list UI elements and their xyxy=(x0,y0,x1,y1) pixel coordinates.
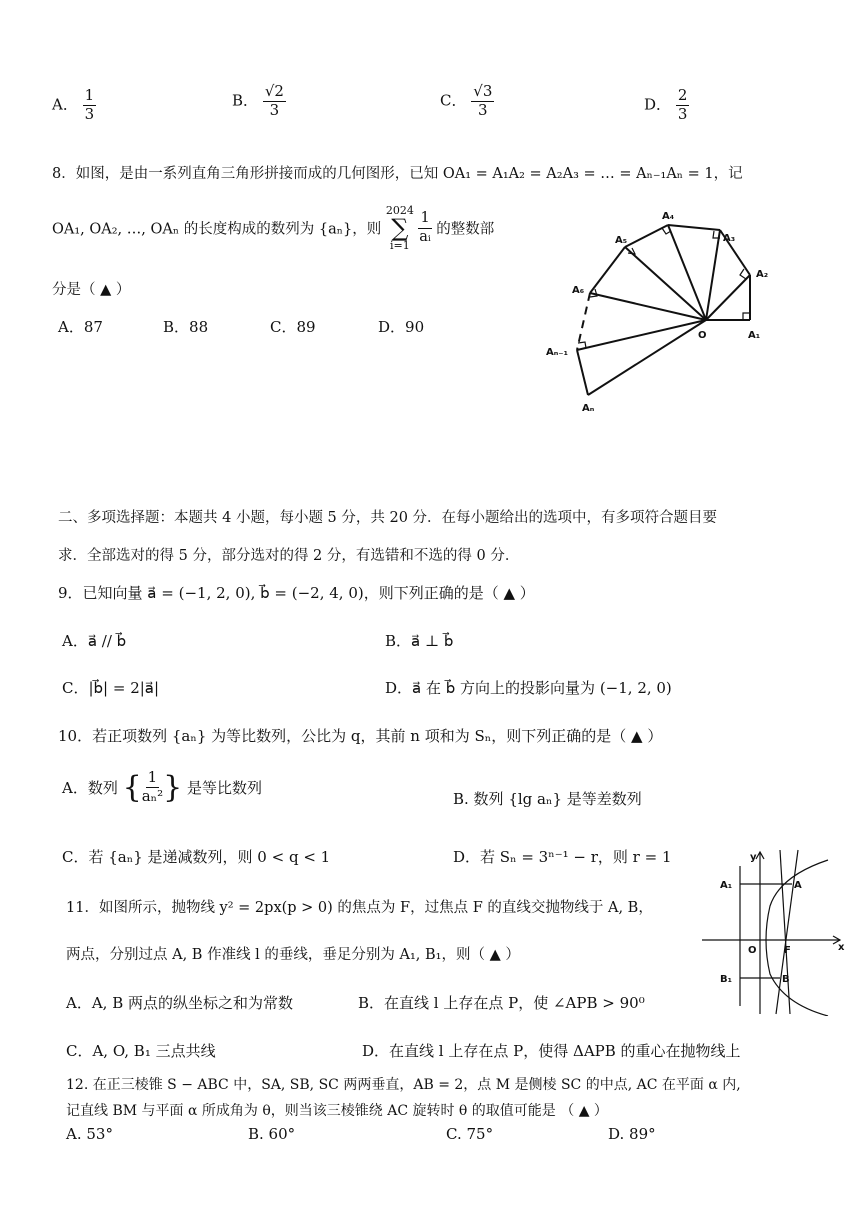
fraction: $\frac{√3}{3}$ xyxy=(473,82,493,119)
q9-option-a: A．a⃗ // b⃗ xyxy=(62,632,127,650)
option-label: B． xyxy=(232,91,259,110)
q7-option-b xyxy=(232,84,286,119)
q8-line2-pre: OA₁, OA₂, …, OAₙ 的长度构成的数列为 {aₙ}，则 xyxy=(52,221,382,238)
segment-a3a4 xyxy=(668,225,720,230)
label-an: Aₙ xyxy=(582,403,595,414)
q11-option-b: B．在直线 l 上存在点 P，使 ∠APB > 90⁰ xyxy=(358,994,645,1012)
q8-option-a: A．87 xyxy=(58,318,103,336)
fraction: $\frac{2}{3}$ xyxy=(677,86,688,123)
q8-line2 xyxy=(52,205,494,251)
label-y: y xyxy=(750,852,757,863)
q11-line1: 11．如图所示，抛物线 y² = 2px(p > 0) 的焦点为 F，过焦点 F 的直线交抛物线于 A, B， xyxy=(66,900,653,916)
label-a6: A₆ xyxy=(572,285,585,296)
label-x: x xyxy=(838,942,845,953)
label-a4: A₄ xyxy=(662,211,675,222)
q8-option-b: B．88 xyxy=(163,318,209,336)
segment-oa5 xyxy=(625,247,706,320)
q10-stem: 10．若正项数列 {aₙ} 为等比数列，公比为 q，其前 n 项和为 Sₙ，则下列正确的是（ ▲ ） xyxy=(58,727,663,745)
q8-spiral-figure xyxy=(540,205,790,420)
segment-dashed xyxy=(577,293,590,350)
q12-option-c: C. 75° xyxy=(446,1125,494,1143)
q12-option-a: A. 53° xyxy=(66,1125,113,1143)
segment-oan-1 xyxy=(577,320,706,350)
segment-an-1an xyxy=(577,350,588,395)
section2-line1: 二、多项选择题：本题共 4 小题，每小题 5 分，共 20 分．在每小题给出的选项中，有多项符合题目要 xyxy=(58,510,718,526)
right-angle-mark xyxy=(578,342,586,348)
fraction: $\frac{√2}{3}$ xyxy=(264,82,284,119)
label-a1: A₁ xyxy=(748,330,761,341)
label-f: F xyxy=(784,945,791,956)
q9-option-b: B．a⃗ ⊥ b⃗ xyxy=(385,632,454,650)
summation: 2024 ∑ i=1 xyxy=(385,204,414,252)
brace-open: { xyxy=(122,770,142,805)
q10-option-a: A．数列 { $\frac{1}{\text{aₙ²}}$ } 是等比数列 xyxy=(62,768,263,805)
option-label: D． xyxy=(644,95,672,114)
label-a3: A₃ xyxy=(723,233,736,244)
q7-option-a xyxy=(52,88,96,123)
segment-a5a6 xyxy=(590,247,625,293)
fraction: $\frac{1}{3}$ xyxy=(84,86,95,123)
q11-option-c: C．A, O, B₁ 三点共线 xyxy=(66,1042,216,1060)
label-an-1: Aₙ₋₁ xyxy=(546,347,568,358)
right-angle-mark xyxy=(743,313,750,320)
q12-option-d: D. 89° xyxy=(608,1125,656,1143)
q7-option-d xyxy=(644,88,689,123)
label-b: B xyxy=(782,974,790,985)
section2-line2: 求．全部选对的得 5 分，部分选对的得 2 分，有选错和不选的得 0 分． xyxy=(58,548,520,564)
q8-line1: 8．如图，是由一系列直角三角形拼接而成的几何图形，已知 OA₁ = A₁A₂ = A₂A₃ = … = Aₙ₋₁Aₙ = 1，记 xyxy=(52,166,743,182)
q10-option-c: C．若 {aₙ} 是递减数列，则 0 < q < 1 xyxy=(62,848,331,866)
q8-option-d: D．90 xyxy=(378,318,425,336)
label-a: A xyxy=(794,880,802,891)
q9-option-c: C．|b⃗| = 2|a⃗| xyxy=(62,679,160,697)
segment-oa4 xyxy=(668,225,706,320)
fraction: $\frac{1}{\text{aₙ²}}$ xyxy=(141,768,164,805)
brace-close: } xyxy=(163,770,183,805)
q12-line1: 12. 在正三棱锥 S − ABC 中，SA, SB, SC 两两垂直，AB = 2，点 M 是侧棱 SC 的中点, AC 在平面 α 内, xyxy=(66,1077,741,1093)
label-o: O xyxy=(698,330,707,341)
q11-option-a: A．A, B 两点的纵坐标之和为常数 xyxy=(66,994,293,1012)
label-a5: A₅ xyxy=(615,235,628,246)
segment-a4a5 xyxy=(625,225,668,247)
label-b1: B₁ xyxy=(720,974,733,985)
segment-oa6 xyxy=(590,293,706,320)
label-o: O xyxy=(748,945,757,956)
label-a1: A₁ xyxy=(720,880,733,891)
segment-oan xyxy=(588,320,706,395)
label-a2: A₂ xyxy=(756,269,769,280)
q12-line2: 记直线 BM 与平面 α 所成角为 θ，则当该三棱锥绕 AC 旋转时 θ 的取值可能是 （ ▲ ） xyxy=(66,1103,608,1119)
option-label: A． xyxy=(52,95,78,114)
right-angle-mark xyxy=(740,269,746,279)
q8-option-c: C．89 xyxy=(270,318,316,336)
q11-parabola-figure xyxy=(700,846,850,1016)
sum-fraction: $\frac{1}{\text{aᵢ}}$ xyxy=(419,210,431,245)
q11-line2: 两点，分别过点 A, B 作准线 l 的垂线，垂足分别为 A₁, B₁，则（ ▲ ） xyxy=(66,947,520,963)
q11-option-d: D．在直线 l 上存在点 P，使得 ΔAPB 的重心在抛物线上 xyxy=(362,1042,741,1060)
q12-option-b: B. 60° xyxy=(248,1125,296,1143)
q10-option-b: B. 数列 {lg aₙ} 是等差数列 xyxy=(453,790,642,808)
chord-extra xyxy=(780,850,790,1014)
q10-option-d: D．若 Sₙ = 3ⁿ⁻¹ − r，则 r = 1 xyxy=(453,848,672,866)
q8-line3: 分是（ ▲ ） xyxy=(52,282,131,298)
option-label: C． xyxy=(440,91,467,110)
q7-option-c xyxy=(440,84,494,119)
focal-chord xyxy=(776,850,798,1014)
q9-option-d: D．a⃗ 在 b⃗ 方向上的投影向量为 (−1, 2, 0) xyxy=(385,679,672,697)
q8-line2-post: 的整数部 xyxy=(436,221,495,238)
q9-stem: 9．已知向量 a⃗ = (−1, 2, 0), b⃗ = (−2, 4, 0)，则下列正确的是（ ▲ ） xyxy=(58,584,535,602)
